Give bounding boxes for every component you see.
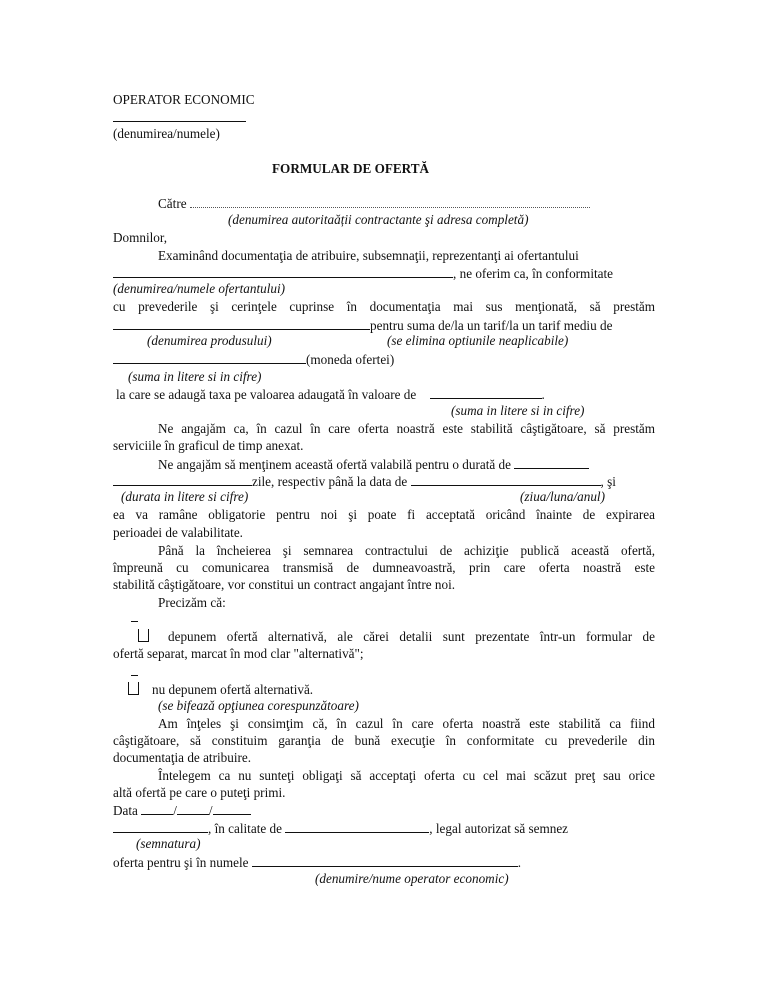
para5-line-3: documentaţia de atribuire. — [113, 750, 252, 765]
body-line-2-tail: , ne oferim ca, în conformitate — [453, 266, 614, 281]
option1-line-1: depunem ofertă alternativă, ale cărei detalii sunt prezentate într-un formular de — [168, 629, 655, 644]
para6-line-2: altă ofertă pe care o puteţi primi. — [113, 785, 286, 800]
vat-label: la care se adaugă taxa pe valoarea adaugată în valoare de — [116, 387, 417, 402]
options-hint: (se elimina optiunile neaplicabile) — [387, 333, 569, 348]
operator-blank — [252, 854, 518, 867]
date-month-blank — [177, 802, 209, 815]
offer-for-line — [113, 854, 521, 871]
para3-line-2 — [113, 473, 616, 490]
authorized-label: , legal autorizat să semnez — [429, 821, 569, 836]
operator-hint: (denumire/nume operator economic) — [315, 871, 509, 886]
operator-name-hint: (denumirea/numele) — [113, 126, 220, 141]
capacity-label: , în calitate de — [208, 821, 282, 836]
capacity-blank — [285, 820, 429, 833]
body-line-2 — [113, 265, 613, 282]
operator-name-line — [113, 121, 246, 122]
offer-for-label: oferta pentru şi în numele — [113, 855, 249, 870]
days-label: zile, respectiv până la data de — [252, 474, 408, 489]
checkbox-no-alternative-offer[interactable] — [128, 682, 139, 695]
amount-blank — [113, 351, 306, 364]
precizam-label: Precizăm că: — [158, 595, 226, 610]
duration-hint: (durata in litere si cifre) — [121, 489, 249, 504]
option2-label: nu depunem ofertă alternativă. — [152, 682, 314, 697]
para3-line-1 — [158, 456, 589, 473]
catre-label: Către — [158, 196, 187, 211]
checkbox-alternative-offer[interactable] — [138, 629, 149, 642]
document-title: FORMULAR DE OFERTĂ — [272, 161, 430, 176]
option1-line-2: ofertă separat, marcat în mod clar "alternativă"; — [113, 646, 364, 661]
body-line-3: cu prevederile şi cerinţele cuprinse în documentaţia mai sus menţionată, să prestăm — [113, 299, 655, 314]
para4-line-1: Până la încheierea şi semnarea contractului de achiziţie publică această ofertă, — [158, 543, 655, 558]
salutation: Domnilor, — [113, 230, 168, 245]
date-blank — [411, 473, 601, 486]
para4-line-3: stabilită câştigătoare, vor constitui un contract angajant între noi. — [113, 577, 456, 592]
para3-line-4: perioadei de valabilitate. — [113, 525, 243, 540]
date-line: Data / / — [113, 802, 251, 819]
signature-hint: (semnatura) — [136, 836, 201, 851]
date-hint: (ziua/luna/anul) — [520, 489, 605, 504]
para2-line-2: serviciile în graficul de timp anexat. — [113, 438, 304, 453]
operator-label: OPERATOR ECONOMIC — [113, 92, 255, 107]
date-day-blank — [141, 802, 173, 815]
para5-line-1: Am înţeles şi consimţim că, în cazul în care oferta noastră este stabilită ca fiind — [158, 716, 655, 731]
body-line-6 — [116, 386, 545, 403]
para3-line-3: ea va ramâne obligatorie pentru noi şi poate fi acceptată oricând înainte de expirarea — [113, 507, 655, 522]
vat-blank — [430, 386, 542, 399]
product-blank — [113, 317, 370, 330]
vat-hint: (suma in litere si in cifre) — [451, 403, 585, 418]
days-tail: , şi — [600, 474, 616, 489]
currency-label: (moneda ofertei) — [306, 352, 395, 367]
para5-line-2: câştigătoare, să constituim garanţia de bună execuţie în conformitate cu prevederile din — [113, 733, 655, 748]
duration-blank-a — [514, 456, 589, 469]
addressee-hint: (denumirea autoritaății contractante şi adresa completă) — [228, 212, 529, 227]
body-line-4 — [113, 317, 612, 334]
duration-blank-b — [113, 473, 252, 486]
vat-end: . — [541, 387, 545, 402]
checkbox-2-top — [131, 675, 138, 676]
date-label: Data — [113, 803, 138, 818]
option-hint: (se bifează opţiunea corespunzătoare) — [158, 698, 359, 713]
validity-label: Ne angajăm să menţinem această ofertă valabilă pentru o durată de — [158, 457, 511, 472]
addressee-line — [158, 196, 590, 212]
offer-end: . — [517, 855, 522, 870]
body-line-1: Examinând documentaţia de atribuire, subsemnaţii, reprezentanţi ai ofertantului — [158, 248, 579, 263]
bidder-name-hint: (denumirea/numele ofertantului) — [113, 281, 286, 296]
checkbox-1-top — [131, 621, 138, 622]
signature-line — [113, 820, 568, 837]
body-line-4-tail: pentru suma de/la un tarif/la un tarif mediu de — [370, 318, 613, 333]
addressee-blank — [190, 196, 590, 208]
amount-hint: (suma in litere si in cifre) — [128, 369, 262, 384]
date-year-blank — [213, 802, 251, 815]
body-line-5 — [113, 351, 394, 368]
para2-line-1: Ne angajăm ca, în cazul în care oferta noastră este stabilită câştigătoare, să prestăm — [158, 421, 655, 436]
para6-line-1: Întelegem ca nu sunteţi obligaţi să acceptaţi oferta cu cel mai scăzut preţ sau orice — [158, 768, 655, 783]
bidder-name-blank — [113, 265, 453, 278]
product-hint: (denumirea produsului) — [147, 333, 272, 348]
signature-blank — [113, 820, 208, 833]
para4-line-2: împreună cu comunicarea transmisă de dumneavoastră, prin care oferta noastră este — [113, 560, 655, 575]
